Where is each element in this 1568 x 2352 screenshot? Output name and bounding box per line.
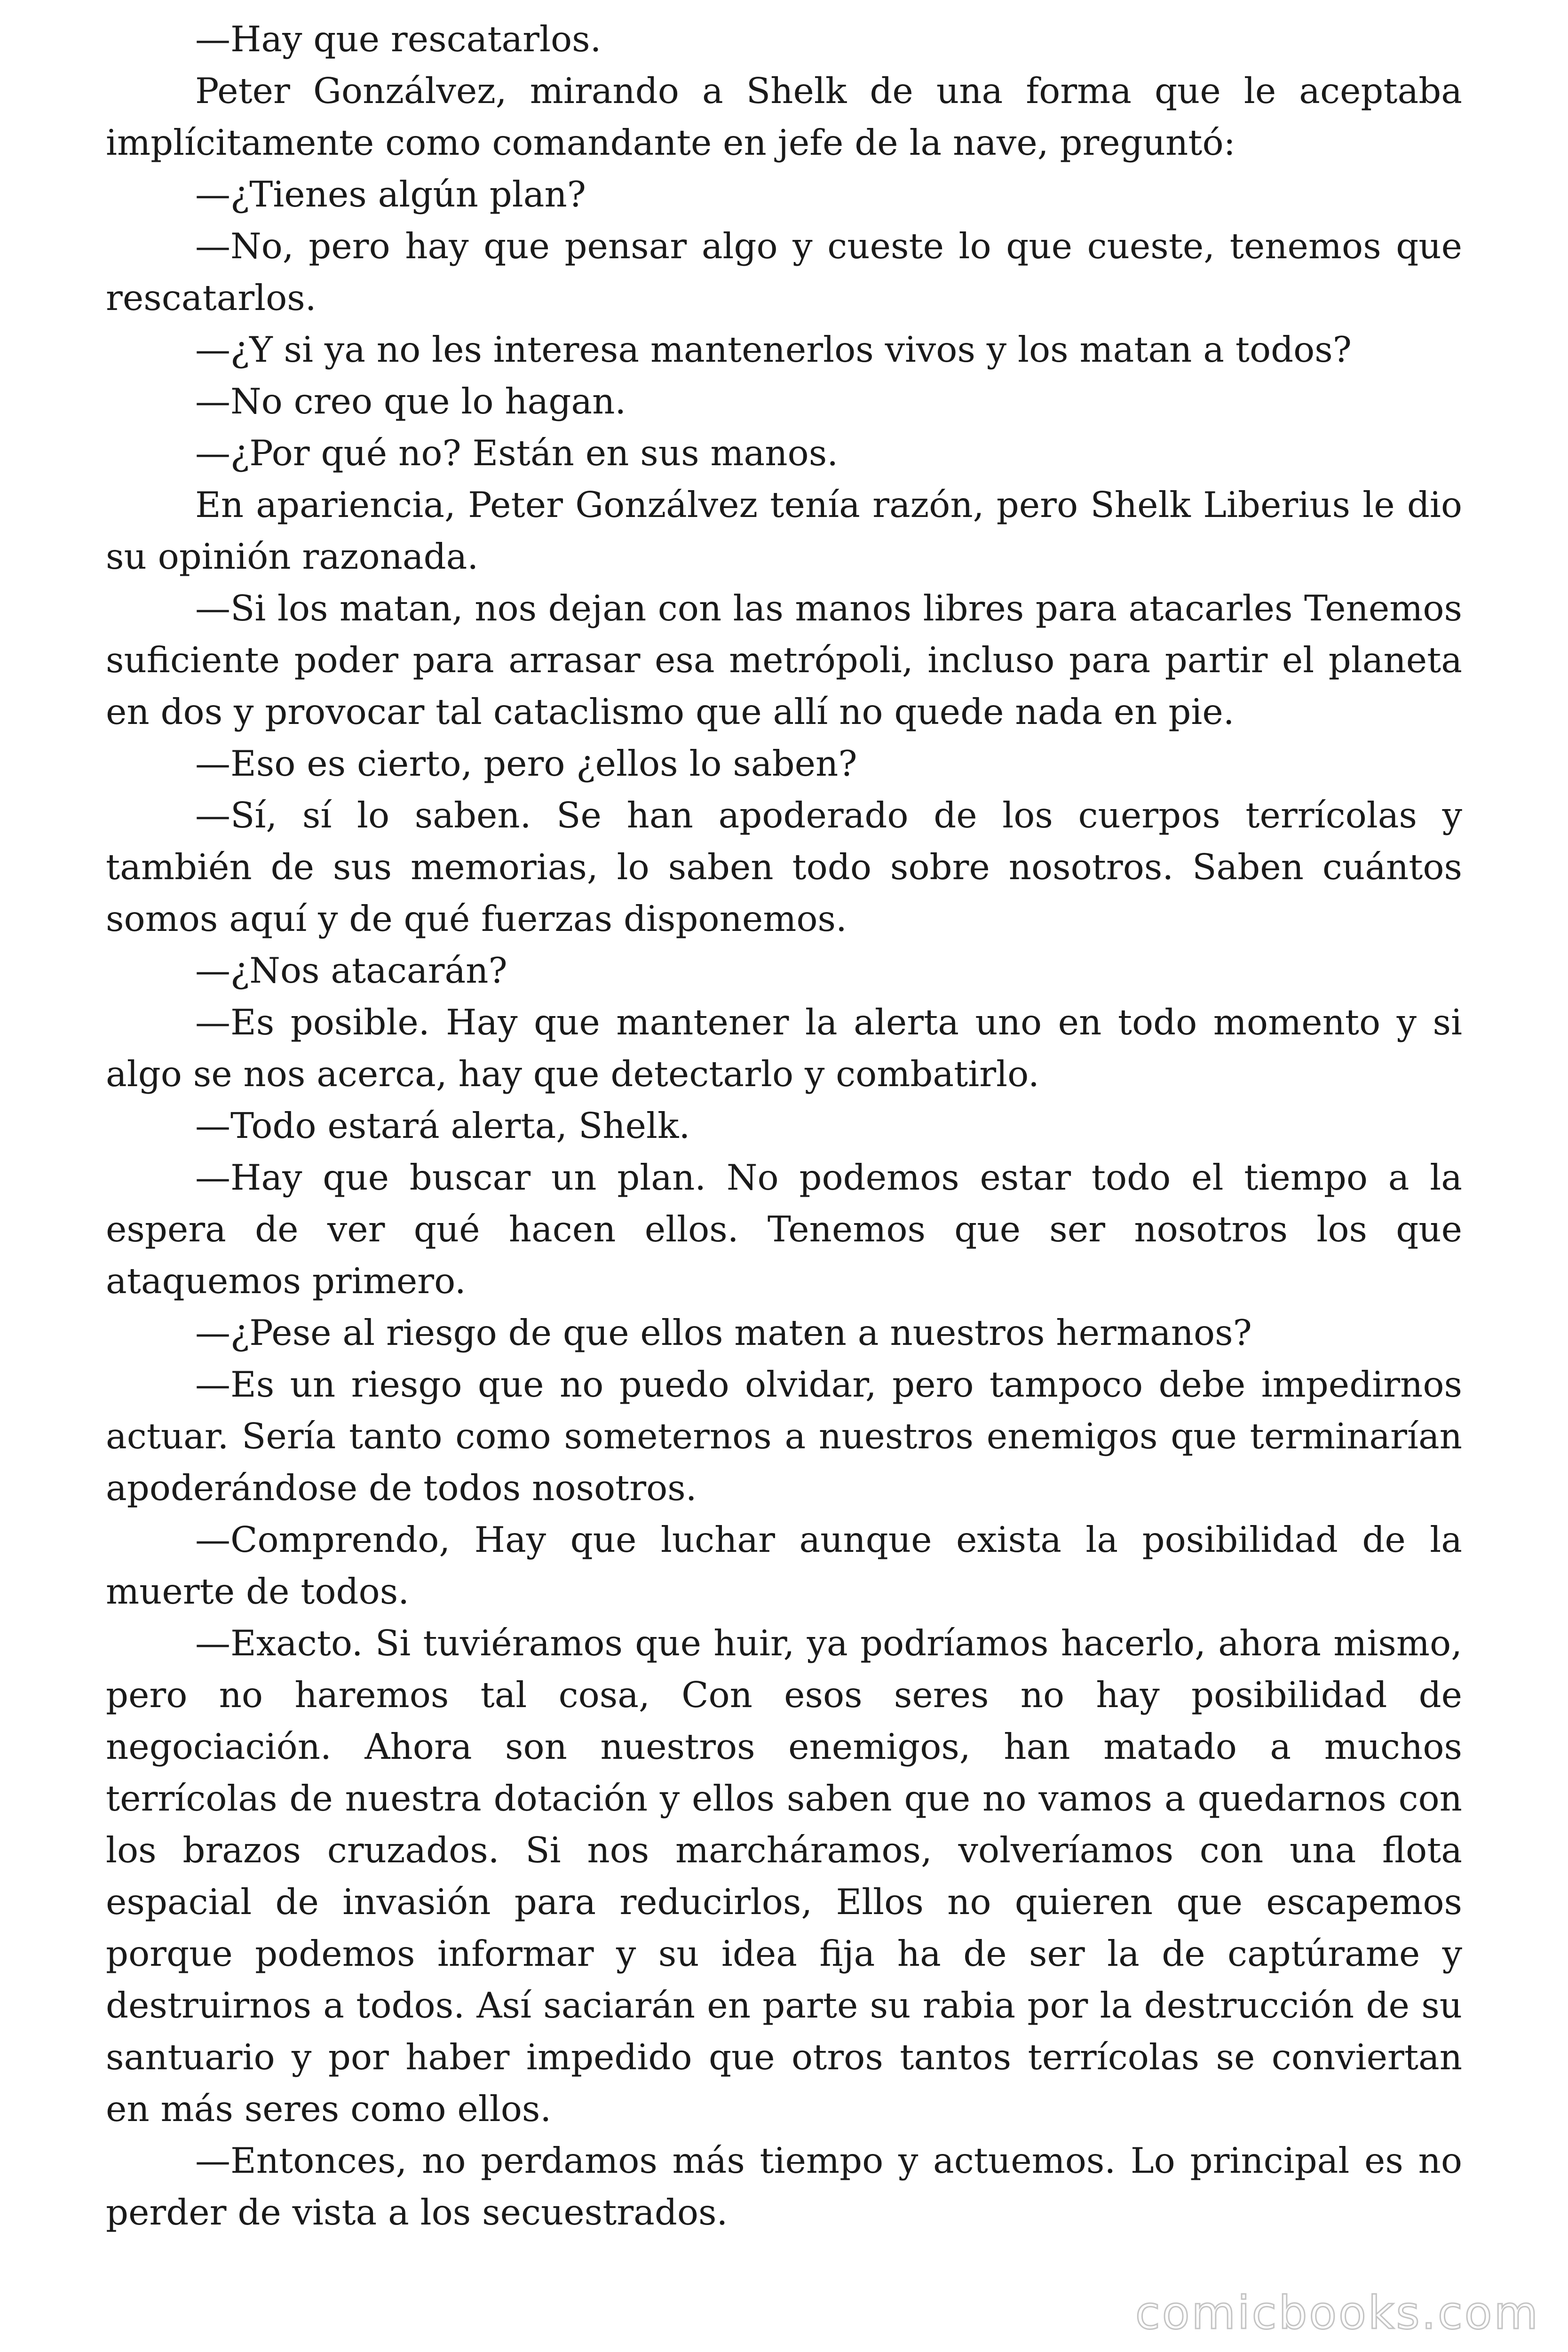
paragraph: —Exacto. Si tuviéramos que huir, ya podríamos hacerlo, ahora mismo, pero no haremos tal cosa, Con esos seres no hay posibilidad de negociación. Ahora son nuestros enemigos, han matado a muchos terrícolas de nuestra dotación y ellos saben que no vamos a quedarnos con los brazos cruzados. Si nos marcháramos, volveríamos con una flota espacial de invasión para reducirlos, Ellos no quieren que escapemos porque podemos informar y su idea fija ha de ser la de captúrame y destruirnos a todos. Así saciarán en parte su rabia por la destrucción de su santuario y por haber impedido que otros tantos terrícolas se conviertan en más seres como ellos. xyxy=(106,1622,1462,2130)
paragraph: —Es posible. Hay que mantener la alerta uno en todo momento y si algo se nos acerca, hay que detectarlo y combatirlo. xyxy=(106,1001,1462,1095)
paragraph: —Sí, sí lo saben. Se han apoderado de los cuerpos terrícolas y también de sus memorias, lo saben todo sobre nosotros. Saben cuántos somos aquí y de qué fuerzas disponemos. xyxy=(106,795,1462,939)
watermark: comicbooks.com xyxy=(1135,2287,1540,2339)
page-text xyxy=(106,13,1462,2238)
paragraph: —¿Tienes algún plan? xyxy=(195,174,586,215)
paragraph: —Es un riesgo que no puedo olvidar, pero tampoco debe impedirnos actuar. Sería tanto como someternos a nuestros enemigos que terminarían apoderándose de todos nosotros. xyxy=(106,1364,1462,1509)
paragraph: —¿Y si ya no les interesa mantenerlos vivos y los matan a todos? xyxy=(195,329,1352,370)
paragraph: —¿Por qué no? Están en sus manos. xyxy=(195,432,839,474)
paragraph: —Entonces, no perdamos más tiempo y actuemos. Lo principal es no perder de vista a los secuestrados. xyxy=(106,2140,1462,2233)
paragraph: —Si los matan, nos dejan con las manos libres para atacarles Tenemos suficiente poder para arrasar esa metrópoli, incluso para partir el planeta en dos y provocar tal cataclismo que allí no quede nada en pie. xyxy=(106,588,1462,732)
paragraph: —Todo estará alerta, Shelk. xyxy=(195,1105,690,1146)
paragraph: —Hay que buscar un plan. No podemos estar todo el tiempo a la espera de ver qué hacen ellos. Tenemos que ser nosotros los que ataquemos primero. xyxy=(106,1157,1462,1302)
paragraph: —¿Nos atacarán? xyxy=(195,950,507,991)
paragraph: —Hay que rescatarlos. xyxy=(195,18,602,60)
paragraph: —Eso es cierto, pero ¿ellos lo saben? xyxy=(195,743,857,784)
paragraph: —¿Pese al riesgo de que ellos maten a nuestros hermanos? xyxy=(195,1312,1252,1353)
paragraph: Peter Gonzálvez, mirando a Shelk de una forma que le aceptaba implícitamente como comandante en jefe de la nave, preguntó: xyxy=(106,70,1462,163)
paragraph: —Comprendo, Hay que luchar aunque exista la posibilidad de la muerte de todos. xyxy=(106,1519,1462,1612)
paragraph: —No, pero hay que pensar algo y cueste lo que cueste, tenemos que rescatarlos. xyxy=(106,225,1462,318)
paragraph: En apariencia, Peter Gonzálvez tenía razón, pero Shelk Liberius le dio su opinión razonada. xyxy=(106,484,1462,577)
paragraph: —No creo que lo hagan. xyxy=(195,381,626,422)
